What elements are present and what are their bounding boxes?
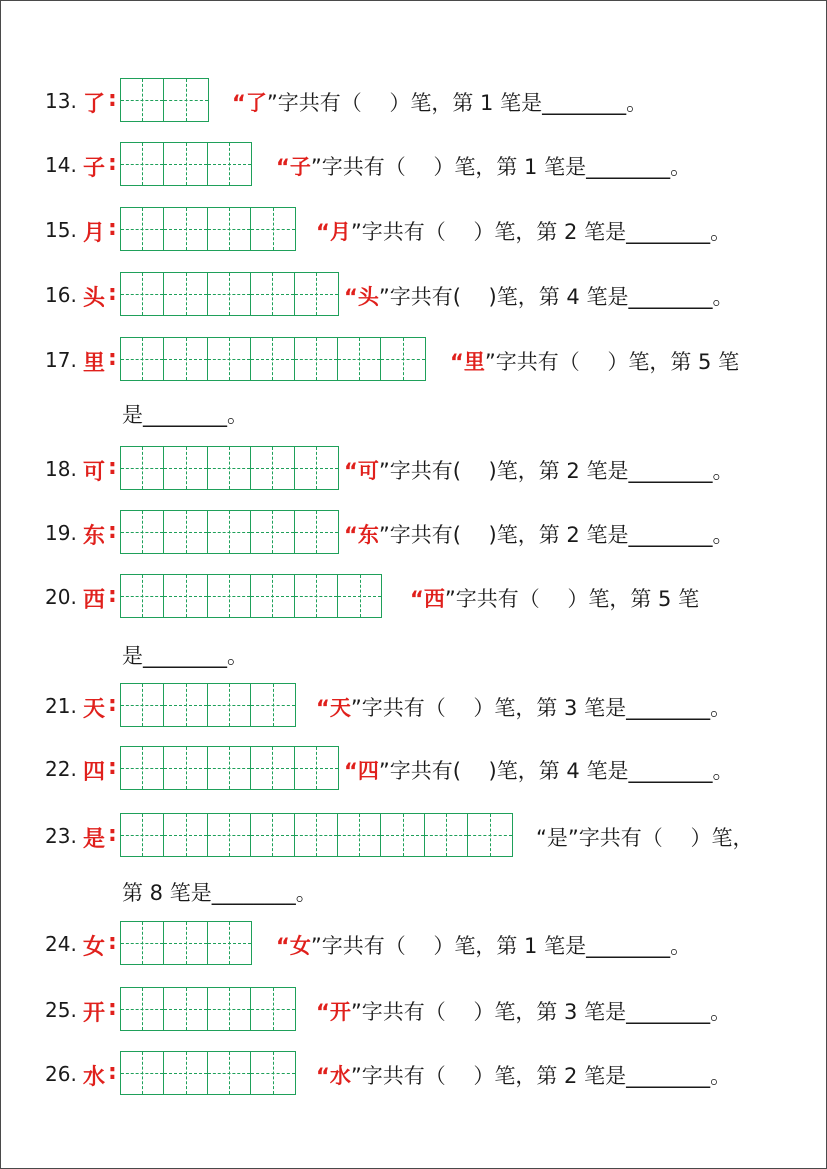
writing-grid-cell[interactable] [381, 338, 424, 380]
writing-grid-cell[interactable] [295, 814, 338, 856]
writing-grid[interactable] [120, 921, 252, 965]
writing-grid-cell[interactable] [121, 575, 164, 617]
prompt-character: 头 [357, 285, 379, 309]
open-quote: “ [316, 696, 330, 720]
target-character: 是 [83, 827, 106, 852]
open-quote: “ [410, 587, 424, 611]
open-quote: “ [344, 459, 358, 483]
target-character: 开 [83, 1001, 106, 1026]
writing-grid-cell[interactable] [121, 684, 164, 726]
question-row [0, 921, 827, 967]
writing-grid[interactable] [120, 813, 513, 857]
question-row [0, 574, 827, 620]
prompt-character: 四 [357, 759, 379, 783]
prompt-character: 开 [329, 1000, 351, 1024]
writing-grid-cell[interactable] [121, 511, 164, 553]
writing-grid[interactable] [120, 746, 339, 790]
open-quote: “ [316, 1000, 330, 1024]
prompt-text: ”字共有（ ）笔， [567, 826, 754, 850]
prompt-text: ”字共有( )笔，第 2 笔是________。 [378, 459, 734, 483]
character-colon: : [108, 692, 117, 717]
question-number: 16. [45, 283, 77, 307]
question-number: 20. [45, 585, 77, 609]
character-colon: : [108, 346, 117, 371]
writing-grid-cell[interactable] [468, 814, 511, 856]
writing-grid-cell[interactable] [164, 338, 207, 380]
writing-grid-cell[interactable] [121, 814, 164, 856]
question-number: 17. [45, 348, 77, 372]
character-colon: : [108, 755, 117, 780]
prompt-text: ”字共有( )笔，第 4 笔是________。 [378, 285, 734, 309]
question-number: 15. [45, 218, 77, 242]
prompt-continuation: 是________。 [122, 644, 248, 668]
open-quote: “ [316, 1064, 330, 1088]
prompt-character: 了 [245, 91, 267, 115]
writing-grid[interactable] [120, 574, 382, 618]
question-prompt [316, 996, 731, 1026]
writing-grid-cell[interactable] [295, 273, 338, 315]
writing-grid[interactable] [120, 446, 339, 490]
target-character: 了 [83, 92, 106, 117]
question-number: 22. [45, 757, 77, 781]
writing-grid-cell[interactable] [295, 447, 338, 489]
writing-grid-cell[interactable] [251, 511, 294, 553]
question-number: 26. [45, 1062, 77, 1086]
question-prompt [344, 455, 733, 485]
writing-grid-cell[interactable] [208, 208, 251, 250]
prompt-character: 女 [289, 934, 311, 958]
writing-grid-cell[interactable] [295, 575, 338, 617]
writing-grid[interactable] [120, 987, 296, 1031]
question-row [0, 987, 827, 1033]
writing-grid-cell[interactable] [251, 747, 294, 789]
writing-grid-cell[interactable] [295, 338, 338, 380]
prompt-character: 西 [423, 587, 445, 611]
writing-grid-cell[interactable] [164, 447, 207, 489]
prompt-text: ”字共有（ ）笔，第 1 笔是________。 [266, 91, 648, 115]
question-number: 14. [45, 153, 77, 177]
writing-grid-cell[interactable] [251, 338, 294, 380]
target-character: 里 [83, 351, 106, 376]
writing-grid-cell[interactable] [121, 143, 164, 185]
writing-grid-cell[interactable] [208, 575, 251, 617]
writing-grid-cell[interactable] [208, 143, 251, 185]
target-character: 水 [83, 1065, 106, 1090]
writing-grid-cell[interactable] [251, 575, 294, 617]
question-number: 24. [45, 932, 77, 956]
character-colon: : [108, 822, 117, 847]
writing-grid-cell[interactable] [251, 273, 294, 315]
writing-grid-cell[interactable] [425, 814, 468, 856]
question-row [0, 207, 827, 253]
open-quote: “ [344, 523, 358, 547]
open-quote: “ [344, 759, 358, 783]
writing-grid-cell[interactable] [208, 1052, 251, 1094]
prompt-text: ”字共有（ ）笔，第 5 笔 [444, 587, 700, 611]
open-quote: “ [450, 350, 464, 374]
writing-grid-cell[interactable] [121, 747, 164, 789]
prompt-continuation: 第 8 笔是________。 [122, 881, 317, 905]
target-character: 天 [83, 697, 106, 722]
question-prompt [344, 755, 733, 785]
writing-grid-cell[interactable] [295, 747, 338, 789]
writing-grid-cell[interactable] [208, 814, 251, 856]
question-prompt [536, 822, 753, 852]
question-row [0, 683, 827, 729]
question-number: 19. [45, 521, 77, 545]
writing-grid-cell[interactable] [251, 814, 294, 856]
character-colon: : [108, 87, 117, 112]
writing-grid-cell[interactable] [121, 208, 164, 250]
prompt-character: 天 [329, 696, 351, 720]
writing-grid-cell[interactable] [164, 208, 207, 250]
writing-grid-cell[interactable] [208, 747, 251, 789]
writing-grid[interactable] [120, 683, 296, 727]
prompt-character: 里 [463, 350, 485, 374]
question-row [0, 510, 827, 556]
writing-grid-cell[interactable] [208, 511, 251, 553]
prompt-character: 水 [329, 1064, 351, 1088]
writing-grid-cell[interactable] [251, 684, 294, 726]
question-prompt [276, 930, 691, 960]
writing-grid-cell[interactable] [121, 922, 164, 964]
question-row [0, 337, 827, 383]
question-prompt [344, 519, 733, 549]
question-row [0, 813, 827, 859]
writing-grid-cell[interactable] [164, 143, 207, 185]
question-row [0, 78, 827, 124]
writing-grid-cell[interactable] [164, 1052, 207, 1094]
writing-grid-cell[interactable] [381, 814, 424, 856]
writing-grid-cell[interactable] [164, 575, 207, 617]
writing-grid-cell[interactable] [208, 684, 251, 726]
question-row [0, 1051, 827, 1097]
writing-grid[interactable] [120, 207, 296, 251]
writing-grid-cell[interactable] [338, 575, 381, 617]
writing-grid[interactable] [120, 1051, 296, 1095]
prompt-character: 可 [357, 459, 379, 483]
question-prompt [316, 1060, 731, 1090]
writing-grid-cell[interactable] [164, 511, 207, 553]
prompt-character: 月 [329, 220, 351, 244]
writing-grid-cell[interactable] [164, 79, 207, 121]
question-prompt [344, 281, 733, 311]
target-character: 女 [83, 935, 106, 960]
writing-grid-cell[interactable] [338, 814, 381, 856]
writing-grid-cell[interactable] [338, 338, 381, 380]
question-row [0, 272, 827, 318]
question-row [0, 746, 827, 792]
writing-grid-cell[interactable] [121, 273, 164, 315]
writing-grid-cell[interactable] [251, 988, 294, 1030]
prompt-text: ”字共有（ ）笔，第 2 笔是________。 [350, 1064, 732, 1088]
open-quote: “ [316, 220, 330, 244]
prompt-character: 子 [289, 155, 311, 179]
character-colon: : [108, 455, 117, 480]
prompt-text: ”字共有（ ）笔，第 1 笔是________。 [310, 934, 692, 958]
question-prompt [316, 692, 731, 722]
writing-grid-cell[interactable] [251, 208, 294, 250]
prompt-text: ”字共有（ ）笔，第 2 笔是________。 [350, 220, 732, 244]
open-quote: “ [536, 826, 547, 850]
character-colon: : [108, 583, 117, 608]
prompt-text: ”字共有( )笔，第 2 笔是________。 [378, 523, 734, 547]
target-character: 西 [83, 588, 106, 613]
prompt-text: ”字共有（ ）笔，第 1 笔是________。 [310, 155, 692, 179]
writing-grid-cell[interactable] [121, 338, 164, 380]
prompt-text: ”字共有（ ）笔，第 3 笔是________。 [350, 1000, 732, 1024]
writing-grid[interactable] [120, 142, 252, 186]
open-quote: “ [276, 934, 290, 958]
writing-grid-cell[interactable] [208, 922, 251, 964]
question-prompt [410, 583, 699, 613]
writing-grid[interactable] [120, 510, 339, 554]
writing-grid-cell[interactable] [121, 79, 164, 121]
character-colon: : [108, 216, 117, 241]
target-character: 可 [83, 460, 106, 485]
writing-grid-cell[interactable] [251, 1052, 294, 1094]
prompt-character: 是 [546, 826, 568, 850]
question-row [0, 446, 827, 492]
question-prompt [276, 151, 691, 181]
question-prompt [232, 87, 647, 117]
target-character: 四 [83, 760, 106, 785]
question-number: 23. [45, 824, 77, 848]
character-colon: : [108, 996, 117, 1021]
question-number: 13. [45, 89, 77, 113]
prompt-character: 东 [357, 523, 379, 547]
writing-grid-cell[interactable] [121, 447, 164, 489]
character-colon: : [108, 151, 117, 176]
character-colon: : [108, 519, 117, 544]
question-prompt [450, 346, 739, 376]
writing-grid-cell[interactable] [295, 511, 338, 553]
open-quote: “ [276, 155, 290, 179]
writing-grid-cell[interactable] [208, 273, 251, 315]
prompt-continuation: 是________。 [122, 403, 248, 427]
target-character: 月 [83, 221, 106, 246]
writing-grid-cell[interactable] [164, 814, 207, 856]
open-quote: “ [344, 285, 358, 309]
open-quote: “ [232, 91, 246, 115]
prompt-text: ”字共有（ ）笔，第 3 笔是________。 [350, 696, 732, 720]
writing-grid-cell[interactable] [251, 447, 294, 489]
writing-grid-cell[interactable] [121, 988, 164, 1030]
target-character: 头 [83, 286, 106, 311]
prompt-text: ”字共有（ ）笔，第 5 笔 [484, 350, 740, 374]
question-number: 25. [45, 998, 77, 1022]
character-colon: : [108, 930, 117, 955]
writing-grid[interactable] [120, 337, 426, 381]
target-character: 东 [83, 524, 106, 549]
target-character: 子 [83, 156, 106, 181]
writing-grid-cell[interactable] [208, 988, 251, 1030]
writing-grid[interactable] [120, 78, 209, 122]
writing-grid-cell[interactable] [164, 988, 207, 1030]
writing-grid-cell[interactable] [164, 273, 207, 315]
question-number: 18. [45, 457, 77, 481]
question-number: 21. [45, 694, 77, 718]
character-colon: : [108, 281, 117, 306]
writing-grid-cell[interactable] [164, 747, 207, 789]
writing-grid-cell[interactable] [121, 1052, 164, 1094]
prompt-text: ”字共有( )笔，第 4 笔是________。 [378, 759, 734, 783]
writing-grid[interactable] [120, 272, 339, 316]
writing-grid-cell[interactable] [208, 338, 251, 380]
writing-grid-cell[interactable] [164, 922, 207, 964]
writing-grid-cell[interactable] [164, 684, 207, 726]
question-row [0, 142, 827, 188]
writing-grid-cell[interactable] [208, 447, 251, 489]
question-prompt [316, 216, 731, 246]
character-colon: : [108, 1060, 117, 1085]
